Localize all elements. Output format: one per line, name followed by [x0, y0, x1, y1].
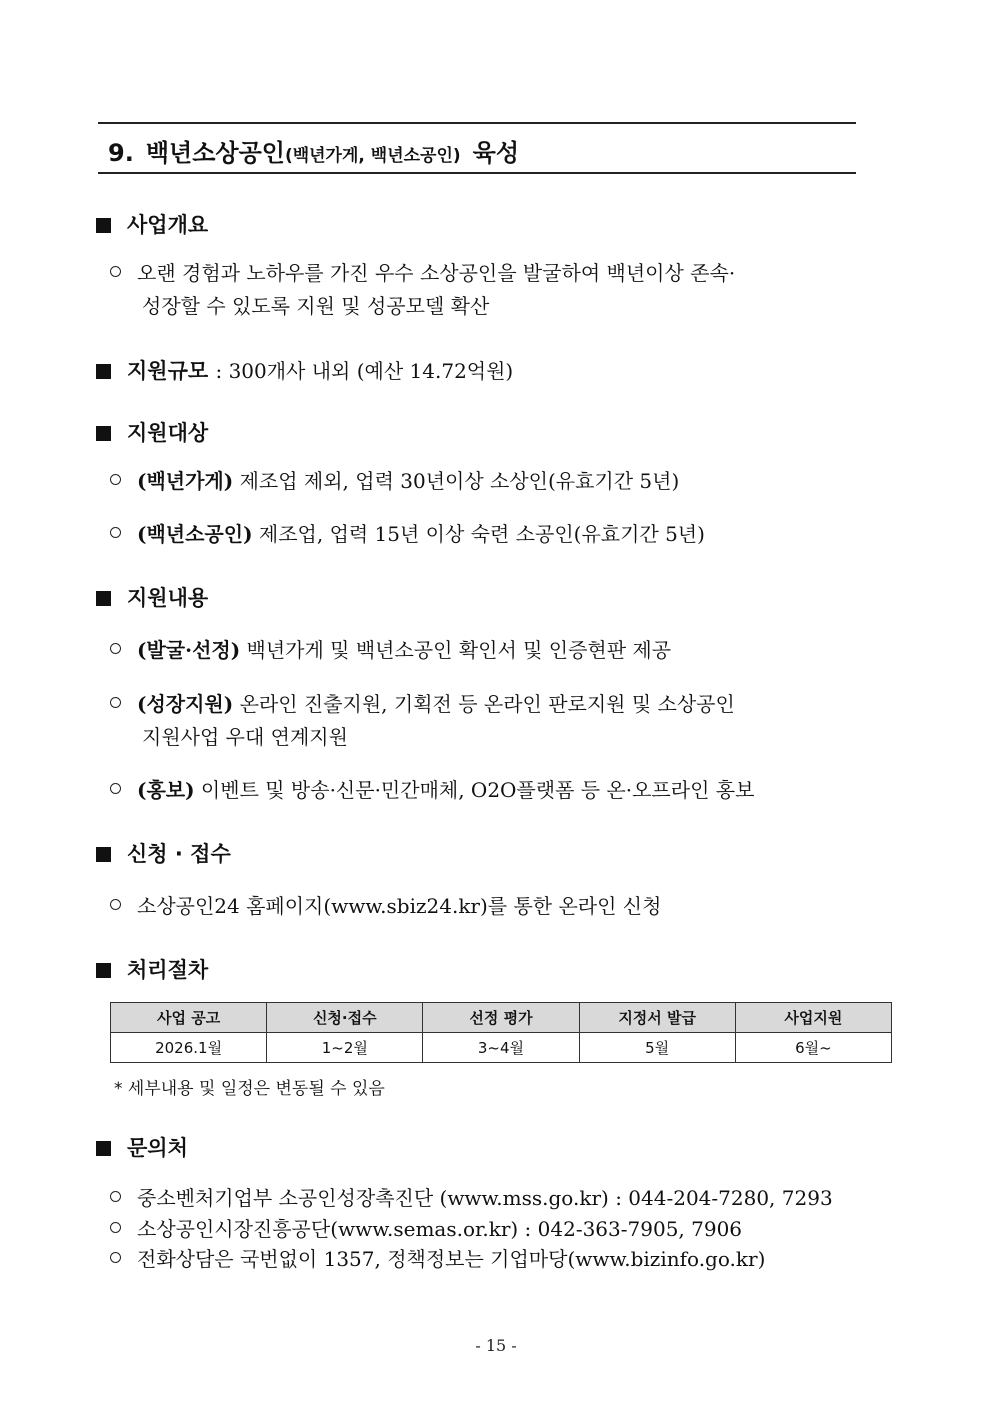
process-header-cell: 선정 평가	[423, 1003, 579, 1033]
apply-text: 소상공인24 홈페이지(www.sbiz24.kr)를 통한 온라인 신청	[137, 894, 662, 918]
contact-line-1	[110, 1182, 833, 1211]
circle-bullet-icon	[110, 899, 121, 910]
content-label-1: (발굴·선정)	[137, 638, 241, 662]
contact-line-2	[110, 1213, 742, 1242]
circle-bullet-icon	[110, 1191, 121, 1202]
title-main: 백년소상공인	[145, 139, 285, 167]
target-item-1	[110, 465, 679, 498]
process-header-row	[111, 1003, 892, 1033]
contact-text-3: 전화상담은 국번없이 1357, 정책정보는 기업마당(www.bizinfo.go.kr)	[137, 1247, 766, 1271]
square-bullet-icon	[96, 364, 111, 379]
process-value-cell: 1~2월	[267, 1033, 423, 1063]
circle-bullet-icon	[110, 1222, 121, 1233]
contact-line-3	[110, 1243, 765, 1272]
section-title	[108, 133, 519, 168]
overview-item	[110, 257, 735, 323]
content-item-3	[110, 774, 754, 807]
circle-bullet-icon	[110, 474, 121, 485]
contact-text-1: 중소벤처기업부 소공인성장촉진단 (www.mss.go.kr) : 044-204-7280, 7293	[137, 1186, 833, 1210]
heading-contact-label: 문의처	[127, 1136, 188, 1160]
circle-bullet-icon	[110, 1252, 121, 1263]
heading-process-label: 처리절차	[127, 958, 209, 982]
heading-content-label: 지원내용	[127, 586, 209, 610]
process-table	[110, 1002, 892, 1063]
process-header-cell: 신청·접수	[267, 1003, 423, 1033]
heading-scale	[96, 355, 513, 385]
section-number: 9.	[108, 139, 134, 167]
target-text-2: 제조업, 업력 15년 이상 숙련 소공인(유효기간 5년)	[252, 522, 705, 546]
heading-scale-label: 지원규모	[127, 359, 209, 383]
square-bullet-icon	[96, 426, 111, 441]
heading-content	[96, 582, 208, 612]
heading-target-label: 지원대상	[127, 421, 209, 445]
process-value-row	[111, 1033, 892, 1063]
process-header-cell: 사업 공고	[111, 1003, 267, 1033]
circle-bullet-icon	[110, 266, 121, 277]
heading-apply-label: 신청 · 접수	[127, 842, 231, 866]
heading-overview-label: 사업개요	[127, 213, 209, 237]
square-bullet-icon	[96, 963, 111, 978]
overview-line-1: 오랜 경험과 노하우를 가진 우수 소상공인을 발굴하여 백년이상 존속·	[137, 261, 736, 285]
target-item-2	[110, 518, 705, 551]
circle-bullet-icon	[110, 697, 121, 708]
process-value-cell: 2026.1월	[111, 1033, 267, 1063]
scale-text: : 300개사 내외 (예산 14.72억원)	[215, 359, 514, 383]
square-bullet-icon	[96, 847, 111, 862]
process-header-cell: 사업지원	[735, 1003, 891, 1033]
content-label-3: (홍보)	[137, 778, 195, 802]
circle-bullet-icon	[110, 783, 121, 794]
title-sub: (백년가게, 백년소공인)	[284, 146, 461, 166]
process-value-cell: 6월~	[735, 1033, 891, 1063]
target-label-2: (백년소공인)	[137, 522, 253, 546]
section-title-box	[98, 122, 856, 174]
contact-text-2: 소상공인시장진흥공단(www.semas.or.kr) : 042-363-7905, 7906	[137, 1217, 743, 1241]
title-end: 육성	[472, 139, 520, 167]
content-label-2: (성장지원)	[137, 692, 234, 716]
heading-apply	[96, 838, 231, 868]
process-value-cell: 3~4월	[423, 1033, 579, 1063]
heading-process	[96, 954, 208, 984]
content-text-2-cont: 지원사업 우대 연계지원	[142, 725, 348, 749]
content-text-3: 이벤트 및 방송·신문·민간매체, O2O플랫폼 등 온·오프라인 홍보	[194, 778, 755, 802]
apply-item	[110, 890, 661, 923]
heading-target	[96, 417, 208, 447]
heading-contact	[96, 1132, 188, 1162]
circle-bullet-icon	[110, 527, 121, 538]
square-bullet-icon	[96, 591, 111, 606]
content-text-2: 온라인 진출지원, 기획전 등 온라인 판로지원 및 소상공인	[233, 692, 735, 716]
target-text-1: 제조업 제외, 업력 30년이상 소상인(유효기간 5년)	[233, 469, 680, 493]
process-header-cell: 지정서 발급	[579, 1003, 735, 1033]
process-note: * 세부내용 및 일정은 변동될 수 있음	[114, 1079, 385, 1099]
process-value-cell: 5월	[579, 1033, 735, 1063]
square-bullet-icon	[96, 218, 111, 233]
circle-bullet-icon	[110, 643, 121, 654]
heading-overview	[96, 209, 208, 239]
square-bullet-icon	[96, 1141, 111, 1156]
overview-line-2: 성장할 수 있도록 지원 및 성공모델 확산	[142, 294, 490, 318]
target-label-1: (백년가게)	[137, 469, 234, 493]
content-item-1	[110, 634, 671, 667]
content-item-2	[110, 688, 735, 754]
page-number: - 15 -	[475, 1336, 517, 1355]
content-text-1: 백년가게 및 백년소공인 확인서 및 인증현판 제공	[240, 638, 672, 662]
